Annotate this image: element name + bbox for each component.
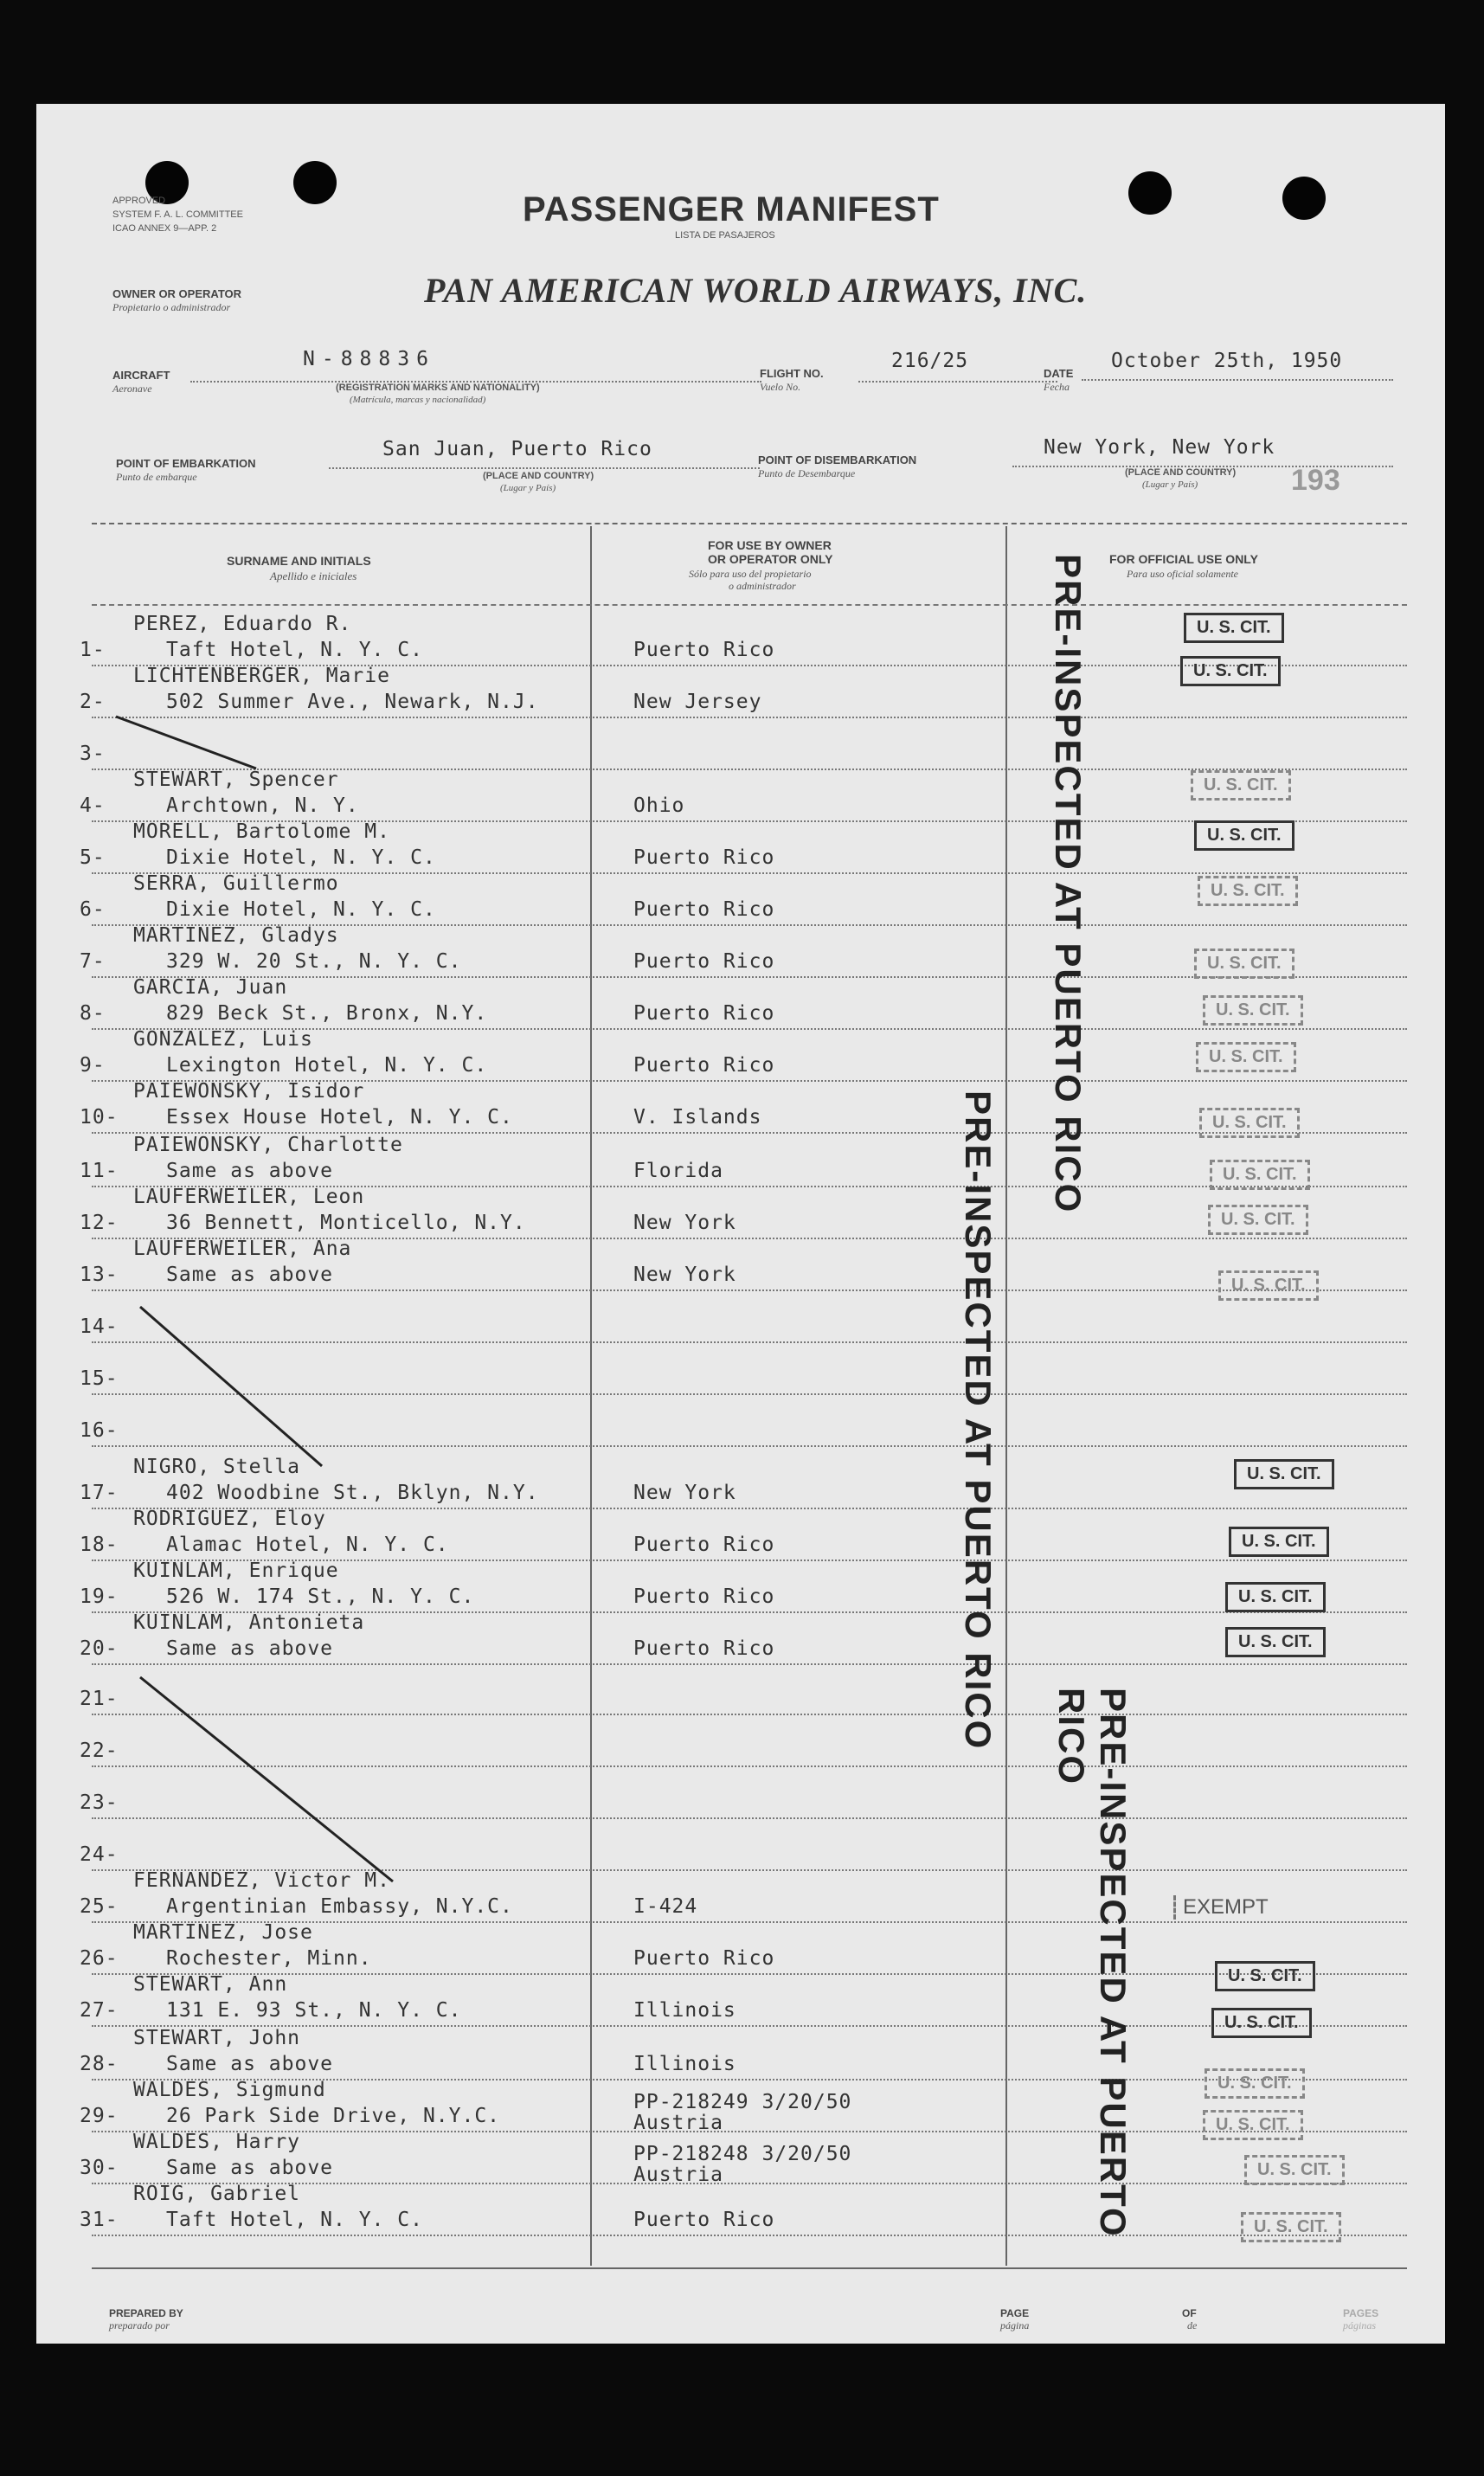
- us-cit-stamp: U. S. CIT.: [1203, 2110, 1303, 2140]
- us-cit-stamp: U. S. CIT.: [1196, 1042, 1296, 1072]
- prepared-label-es: preparado por: [109, 2319, 170, 2331]
- owner-note-2: Austria: [633, 2112, 723, 2134]
- owner-note: Puerto Rico: [633, 1054, 775, 1077]
- row-number: 4-: [80, 794, 106, 817]
- page-label: PAGE: [1000, 2307, 1030, 2319]
- owner-note: New York: [633, 1212, 736, 1234]
- preinspected-stamp: PRE-INSPECTED AT PUERTO RICO: [1051, 1688, 1134, 2238]
- page-title: PASSENGER MANIFEST: [523, 190, 940, 228]
- operator-name: PAN AMERICAN WORLD AIRWAYS, INC.: [424, 271, 1088, 310]
- us-cit-stamp: U. S. CIT.: [1241, 2212, 1341, 2242]
- flight-label: FLIGHT NO.: [760, 367, 824, 380]
- preinspected-stamp: PRE-INSPECTED AT PUERTO RICO: [1048, 554, 1089, 1214]
- footer-rule: [92, 2267, 1407, 2269]
- place-note-2: (PLACE AND COUNTRY): [1125, 467, 1237, 478]
- row-number: 13-: [80, 1264, 119, 1286]
- registration-note-es: (Matrícula, marcas y nacionalidad): [350, 395, 486, 405]
- registration-note: (REGISTRATION MARKS AND NATIONALITY): [336, 383, 540, 393]
- passenger-address: 402 Woodbine St., Bklyn, N.Y.: [166, 1482, 539, 1504]
- col2-header: FOR USE BY OWNER: [708, 538, 832, 552]
- owner-note-2: Austria: [633, 2164, 723, 2186]
- col2-header-2: OR OPERATOR ONLY: [708, 552, 833, 566]
- owner-note: Puerto Rico: [633, 950, 775, 973]
- col3-header: FOR OFFICIAL USE ONLY: [1109, 552, 1258, 566]
- us-cit-stamp: U. S. CIT.: [1225, 1627, 1326, 1657]
- passenger-address: Same as above: [166, 1637, 334, 1660]
- passenger-name: WALDES, Sigmund: [133, 2079, 326, 2101]
- owner-note: New York: [633, 1482, 736, 1504]
- passenger-address: Taft Hotel, N. Y. C.: [166, 2209, 423, 2231]
- row-number: 2-: [80, 691, 106, 713]
- row-number: 18-: [80, 1534, 119, 1556]
- owner-note: Ohio: [633, 794, 685, 817]
- passenger-name: NIGRO, Stella: [133, 1456, 301, 1478]
- embark-value: San Juan, Puerto Rico: [382, 438, 652, 460]
- passenger-address: Archtown, N. Y.: [166, 794, 359, 817]
- owner-note: Puerto Rico: [633, 1534, 775, 1556]
- page-subtitle: LISTA DE PASAJEROS: [675, 230, 775, 241]
- passenger-name: WALDES, Harry: [133, 2131, 301, 2153]
- owner-label: OWNER OR OPERATOR: [112, 287, 242, 300]
- passenger-name: MARTINEZ, Jose: [133, 1921, 313, 1944]
- owner-note: Puerto Rico: [633, 846, 775, 869]
- owner-note: PP-218249 3/20/50: [633, 2091, 852, 2113]
- passenger-address: 131 E. 93 St., N. Y. C.: [166, 1999, 462, 2022]
- place-note-es-2: (Lugar y País): [1142, 479, 1198, 490]
- flight-label-es: Vuelo No.: [760, 381, 801, 393]
- passenger-address: Same as above: [166, 2157, 334, 2179]
- row-number: 6-: [80, 898, 106, 921]
- owner-note: Illinois: [633, 1999, 736, 2022]
- owner-note: V. Islands: [633, 1106, 762, 1129]
- aircraft-label: AIRCRAFT: [112, 369, 170, 382]
- row-number: 23-: [80, 1791, 119, 1814]
- aircraft-label-es: Aeronave: [112, 383, 152, 395]
- passenger-name: STEWART, Ann: [133, 1973, 288, 1996]
- owner-label-es: Propietario o administrador: [112, 301, 231, 313]
- passenger-name: RODRIGUEZ, Eloy: [133, 1508, 326, 1530]
- strike-line: [140, 1307, 322, 1466]
- row-number: 17-: [80, 1482, 119, 1504]
- row-number: 31-: [80, 2209, 119, 2231]
- us-cit-stamp: U. S. CIT.: [1180, 656, 1281, 686]
- col1-header: SURNAME AND INITIALS: [227, 554, 371, 568]
- owner-note: Puerto Rico: [633, 1585, 775, 1608]
- owner-note: Puerto Rico: [633, 898, 775, 921]
- disembark-label: POINT OF DISEMBARKATION: [758, 453, 917, 466]
- passenger-name: KUINLAM, Enrique: [133, 1560, 339, 1582]
- row-number: 26-: [80, 1947, 119, 1970]
- owner-note: New York: [633, 1264, 736, 1286]
- us-cit-stamp: U. S. CIT.: [1194, 820, 1294, 851]
- passenger-name: GONZALEZ, Luis: [133, 1028, 313, 1051]
- passenger-name: LAUFERWEILER, Ana: [133, 1238, 352, 1260]
- of-label: OF: [1182, 2307, 1197, 2319]
- owner-note: Puerto Rico: [633, 1002, 775, 1025]
- col1-header-es: Apellido e iniciales: [270, 569, 357, 582]
- date-value: October 25th, 1950: [1111, 350, 1343, 372]
- owner-note: New Jersey: [633, 691, 762, 713]
- passenger-address: Dixie Hotel, N. Y. C.: [166, 898, 436, 921]
- row-number: 24-: [80, 1843, 119, 1866]
- row-number: 30-: [80, 2157, 119, 2179]
- us-cit-stamp: U. S. CIT.: [1194, 949, 1294, 979]
- passenger-address: Argentinian Embassy, N.Y.C.: [166, 1895, 513, 1918]
- row-number: 1-: [80, 639, 106, 661]
- row-number: 20-: [80, 1637, 119, 1660]
- pages-label-es: páginas: [1343, 2319, 1377, 2331]
- owner-note: Puerto Rico: [633, 1637, 775, 1660]
- col2-header-es: Sólo para uso del propietario: [689, 568, 812, 580]
- passenger-address: Same as above: [166, 1160, 334, 1182]
- row-number: 21-: [80, 1688, 119, 1710]
- row-number: 29-: [80, 2105, 119, 2127]
- us-cit-stamp: U. S. CIT.: [1199, 1108, 1300, 1138]
- sheet-number: 193: [1291, 464, 1340, 497]
- passenger-address: Same as above: [166, 1264, 334, 1286]
- passenger-address: 36 Bennett, Monticello, N.Y.: [166, 1212, 526, 1234]
- passenger-address: Lexington Hotel, N. Y. C.: [166, 1054, 488, 1077]
- us-cit-stamp: U. S. CIT.: [1211, 2008, 1312, 2038]
- row-number: 11-: [80, 1160, 119, 1182]
- col3-header-es: Para uso oficial solamente: [1127, 568, 1238, 580]
- disembark-value: New York, New York: [1044, 436, 1275, 459]
- row-number: 5-: [80, 846, 106, 869]
- us-cit-stamp: U. S. CIT.: [1229, 1527, 1329, 1557]
- page-label-es: página: [1000, 2319, 1030, 2331]
- us-cit-stamp: U. S. CIT.: [1210, 1160, 1310, 1190]
- row-number: 8-: [80, 1002, 106, 1025]
- passenger-name: PAIEWONSKY, Isidor: [133, 1080, 365, 1103]
- passenger-name: PEREZ, Eduardo R.: [133, 613, 352, 635]
- passenger-address: 26 Park Side Drive, N.Y.C.: [166, 2105, 501, 2127]
- passenger-name: MORELL, Bartolome M.: [133, 820, 390, 843]
- us-cit-stamp: U. S. CIT.: [1234, 1459, 1334, 1489]
- passenger-name: LICHTENBERGER, Marie: [133, 665, 390, 687]
- row-number: 28-: [80, 2053, 119, 2075]
- passenger-address: 526 W. 174 St., N. Y. C.: [166, 1585, 475, 1608]
- place-note-es: (Lugar y País): [500, 483, 556, 493]
- owner-note: Puerto Rico: [633, 2209, 775, 2231]
- of-label-es: de: [1187, 2319, 1198, 2331]
- disembark-label-es: Punto de Desembarque: [758, 467, 856, 479]
- owner-note: Florida: [633, 1160, 723, 1182]
- owner-note: PP-218248 3/20/50: [633, 2143, 852, 2165]
- row-number: 3-: [80, 743, 106, 765]
- row-number: 7-: [80, 950, 106, 973]
- row-number: 15-: [80, 1367, 119, 1390]
- row-number: 10-: [80, 1106, 119, 1129]
- strike-line: [116, 717, 256, 769]
- embark-label: POINT OF EMBARKATION: [116, 457, 256, 470]
- approved-text: APPROVED: [112, 196, 166, 206]
- row-number: 27-: [80, 1999, 119, 2022]
- strike-line: [140, 1677, 393, 1881]
- us-cit-stamp: U. S. CIT.: [1184, 613, 1284, 643]
- system-text: SYSTEM F. A. L. COMMITTEE: [112, 209, 243, 220]
- row-number: 19-: [80, 1585, 119, 1608]
- passenger-name: STEWART, Spencer: [133, 769, 339, 791]
- manifest-sheet: [36, 104, 1445, 2344]
- place-note: (PLACE AND COUNTRY): [483, 471, 594, 481]
- us-cit-stamp: U. S. CIT.: [1205, 2068, 1305, 2099]
- us-cit-stamp: U. S. CIT.: [1198, 876, 1298, 906]
- passenger-address: Alamac Hotel, N. Y. C.: [166, 1534, 449, 1556]
- icao-text: ICAO ANNEX 9—APP. 2: [112, 223, 217, 234]
- col2-header-es-2: o administrador: [729, 580, 796, 592]
- us-cit-stamp: U. S. CIT.: [1208, 1205, 1308, 1235]
- pages-label: PAGES: [1343, 2307, 1379, 2319]
- row-number: 22-: [80, 1740, 119, 1762]
- passenger-address: Taft Hotel, N. Y. C.: [166, 639, 423, 661]
- passenger-name: ROIG, Gabriel: [133, 2183, 301, 2205]
- date-label: DATE: [1044, 367, 1074, 380]
- passenger-name: LAUFERWEILER, Leon: [133, 1186, 365, 1208]
- row-number: 14-: [80, 1315, 119, 1338]
- preinspected-stamp: PRE-INSPECTED AT PUERTO RICO: [958, 1090, 999, 1751]
- us-cit-stamp: U. S. CIT.: [1191, 770, 1291, 801]
- passenger-address: 502 Summer Ave., Newark, N.J.: [166, 691, 539, 713]
- row-number: 9-: [80, 1054, 106, 1077]
- passenger-name: KUINLAM, Antonieta: [133, 1611, 365, 1634]
- passenger-address: Same as above: [166, 2053, 334, 2075]
- exempt-stamp: EXEMPT: [1173, 1895, 1269, 1920]
- us-cit-stamp: U. S. CIT.: [1203, 995, 1303, 1026]
- passenger-name: PAIEWONSKY, Charlotte: [133, 1134, 403, 1156]
- passenger-name: MARTINEZ, Gladys: [133, 924, 339, 947]
- passenger-name: GARCIA, Juan: [133, 976, 288, 999]
- passenger-name: STEWART, John: [133, 2027, 301, 2049]
- row-number: 12-: [80, 1212, 119, 1234]
- owner-note: Illinois: [633, 2053, 736, 2075]
- passenger-address: 829 Beck St., Bronx, N.Y.: [166, 1002, 488, 1025]
- owner-note: I-424: [633, 1895, 698, 1918]
- passenger-address: Essex House Hotel, N. Y. C.: [166, 1106, 513, 1129]
- embark-label-es: Punto de embarque: [116, 471, 197, 483]
- prepared-label: PREPARED BY: [109, 2307, 183, 2319]
- us-cit-stamp: U. S. CIT.: [1244, 2155, 1345, 2185]
- passenger-name: FERNANDEZ, Victor M.: [133, 1869, 390, 1892]
- owner-note: Puerto Rico: [633, 639, 775, 661]
- us-cit-stamp: U. S. CIT.: [1215, 1961, 1315, 1991]
- owner-note: Puerto Rico: [633, 1947, 775, 1970]
- us-cit-stamp: U. S. CIT.: [1225, 1582, 1326, 1612]
- flight-value: 216/25: [891, 350, 969, 372]
- aircraft-value: N-88836: [303, 348, 435, 370]
- row-number: 25-: [80, 1895, 119, 1918]
- passenger-address: 329 W. 20 St., N. Y. C.: [166, 950, 462, 973]
- passenger-address: Rochester, Minn.: [166, 1947, 372, 1970]
- passenger-address: Dixie Hotel, N. Y. C.: [166, 846, 436, 869]
- date-label-es: Fecha: [1044, 381, 1070, 393]
- us-cit-stamp: U. S. CIT.: [1218, 1270, 1319, 1301]
- row-number: 16-: [80, 1419, 119, 1442]
- passenger-name: SERRA, Guillermo: [133, 872, 339, 895]
